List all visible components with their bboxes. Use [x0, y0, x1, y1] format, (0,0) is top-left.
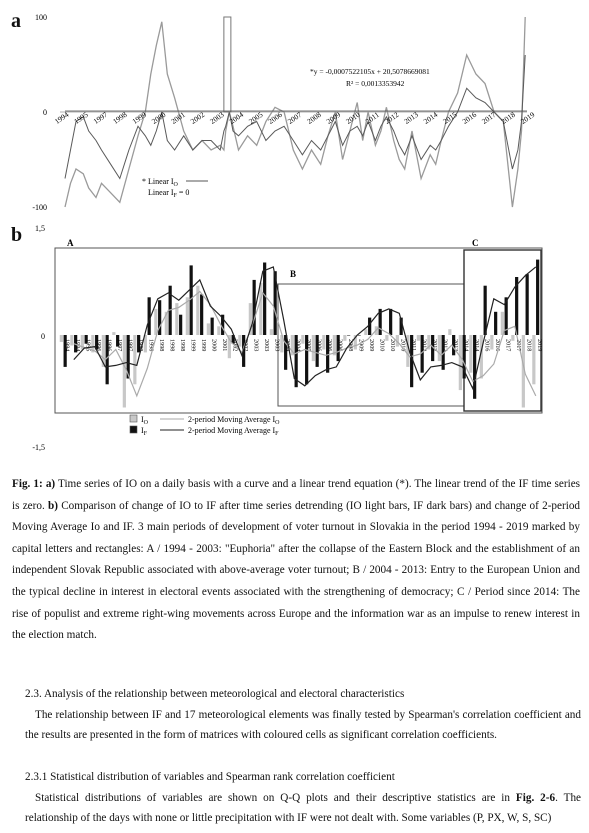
bar-io [238, 335, 241, 347]
x-tick-label: 2017 [480, 109, 498, 126]
x-tick-label: 2000 [149, 109, 168, 126]
bar-io [385, 335, 388, 341]
bar-io [511, 335, 514, 341]
bar-io [270, 329, 273, 335]
bar-io [417, 335, 420, 341]
panel-b-label: b [11, 224, 23, 246]
y-tick-label: 1,5 [35, 224, 45, 233]
category-label: 1998 [157, 339, 165, 352]
category-label: 2003 [273, 339, 281, 352]
x-tick-label: 2001 [169, 109, 187, 126]
bar-if [200, 294, 203, 335]
category-label: 2009 [357, 339, 365, 352]
bar-io [322, 335, 325, 350]
bar-if [179, 315, 182, 335]
category-label: 2006 [325, 339, 333, 352]
y-tick-label: -100 [32, 203, 47, 212]
bar-io [312, 335, 315, 361]
legend-entry: * Linear $I_O$ [142, 177, 178, 188]
x-tick-label: 2006 [266, 109, 284, 126]
figure-reference: Fig. 2-6 [515, 791, 556, 804]
x-tick-label: 2007 [285, 109, 304, 126]
x-tick-label: 2011 [363, 110, 381, 126]
bar-io [123, 335, 126, 408]
caption-b-text: Comparison of change of IO to IF after time series detrending (IO light bars, IF dark bars) and change of 2-period Moving Average Io and IF. 3 main periods of development of voter turnout in Slovakia in the period 1994 - 2019 marked by capital letters and rectangles: A / 1994 - 2003: "Euphoria" after the collapse of the Eastern Block and the establishment of an independent Slovak Republic associated with above-average voter turnout; B / 2004 - 2013: Entry to the European Union and the typical decline in interest in electoral events associated with the strengthening of democracy; C / Period since 2014: The rise of populist and extreme right-wing movements across Europe and the information war as an impulse to renew interest in the election match. [12, 499, 581, 642]
section-2-3-1-heading: 2.3.1 Statistical distribution of variables and Spearman rank correlation coefficient [25, 771, 395, 783]
category-label: 2010 [388, 339, 396, 352]
bar-io [133, 335, 136, 384]
legend-series-label: $I_O$ [141, 415, 149, 426]
category-label: 2008 [346, 339, 354, 352]
x-tick-label: 2002 [188, 109, 207, 126]
bar-io [459, 335, 462, 390]
category-label: 2009 [367, 339, 375, 352]
category-label: 2002 [231, 339, 239, 352]
x-tick-label: 2009 [324, 109, 343, 126]
category-label: 2012 [430, 339, 438, 352]
category-label: 2019 [535, 339, 543, 352]
bar-io [112, 332, 115, 335]
bar-if [389, 309, 392, 335]
x-tick-label: 1994 [52, 109, 71, 126]
category-label: 1994 [73, 339, 81, 352]
section-2-3-1-text-end: . The relationship of the days with none or little precipitation with IF were not dealt with. Some variables (P, PX, W, S, SC) [25, 791, 582, 824]
bar-if [536, 260, 539, 335]
section-2-3-heading: 2.3. Analysis of the relationship between meteorological and electoral characteristics [25, 688, 405, 700]
category-label: 2003 [262, 339, 270, 352]
legend-ma-label: 2-period Moving Average $I_F$ [188, 426, 279, 437]
category-label: 2014 [472, 339, 480, 352]
category-label: 2006 [315, 339, 323, 352]
category-label: 1998 [178, 339, 186, 352]
x-tick-label: 2015 [441, 109, 459, 126]
x-tick-label: 2014 [421, 109, 440, 126]
category-label: 1994 [63, 339, 71, 352]
period-label-c: C [472, 238, 479, 248]
trend-equation-label: *y = -0,0007522105x + 20,5078669081 [310, 67, 430, 76]
section-2-3-1 [25, 767, 581, 829]
bar-if [494, 312, 497, 335]
category-label: 2006 [336, 339, 344, 352]
bar-io [207, 323, 210, 335]
category-label: 2011 [409, 339, 417, 352]
section-2-3 [25, 684, 581, 746]
category-label: 1996 [105, 339, 113, 352]
x-tick-label: 1997 [91, 109, 110, 126]
category-label: 1999 [199, 339, 207, 352]
x-tick-label: 2008 [305, 109, 323, 126]
category-label: 1998 [136, 339, 144, 352]
moving-average-if-line [74, 267, 536, 389]
category-label: 2014 [462, 339, 470, 352]
x-tick-label: 2019 [518, 109, 537, 126]
x-tick-label: 2013 [402, 109, 420, 126]
y-tick-label: 100 [35, 13, 47, 22]
bar-if [347, 335, 350, 336]
x-tick-label: 1995 [72, 109, 90, 126]
bar-io [490, 335, 493, 350]
bar-io [301, 335, 304, 344]
section-2-3-1-text-start: Statistical distributions of variables are shown on Q-Q plots and their descriptive statistics are in [35, 791, 516, 804]
bar-io [259, 283, 262, 335]
y-tick-label: -1,5 [32, 443, 45, 452]
category-label: 2010 [378, 339, 386, 352]
bar-io [154, 309, 157, 335]
bar-if [526, 274, 529, 335]
category-label: 1995 [84, 339, 92, 352]
period-label-a: A [67, 238, 74, 248]
r-squared-label: R² = 0,0013353942 [346, 79, 405, 88]
legend-ma-label: 2-period Moving Average $I_O$ [188, 415, 280, 426]
x-tick-label: 2005 [247, 109, 265, 126]
bar-io [364, 329, 367, 335]
bar-io [469, 335, 472, 373]
bar-io [448, 329, 451, 335]
legend-swatch [130, 415, 137, 422]
caption-b-label: b) [48, 499, 58, 512]
section-2-3-1-text [25, 788, 581, 829]
category-label: 2003 [252, 339, 260, 352]
category-label: 2016 [493, 339, 501, 352]
y-tick-label: 0 [41, 332, 45, 341]
category-label: 2017 [514, 339, 522, 352]
category-label: 1998 [168, 339, 176, 352]
y-tick-label: 0 [43, 108, 47, 117]
category-label: 1997 [126, 339, 134, 352]
bar-io [343, 335, 346, 341]
x-tick-label: 1998 [111, 109, 129, 126]
x-tick-label: 2016 [460, 109, 479, 126]
category-label: 1998 [147, 339, 155, 352]
bar-if [263, 263, 266, 336]
caption-a-label: a) [45, 478, 56, 490]
category-label: 1996 [94, 339, 102, 352]
panel-a-label: a [11, 10, 21, 32]
caption-a-text: Time series of IO on a daily basis with a curve and a linear trend equation (*). The linear trend of the IF time series is zero. [12, 478, 581, 512]
plot-frame [55, 248, 542, 413]
bar-io [60, 335, 63, 342]
legend-series-label: $I_F$ [141, 426, 148, 437]
category-label: 1999 [189, 339, 197, 352]
category-label: 2012 [441, 339, 449, 352]
x-tick-label: 2018 [499, 109, 517, 126]
category-label: 2005 [304, 339, 312, 352]
bar-io [438, 335, 441, 361]
category-label: 2004 [283, 339, 291, 352]
category-label: 2000 [210, 339, 218, 352]
category-label: 2004 [294, 339, 302, 352]
category-label: 2001 [220, 339, 228, 352]
bar-if [211, 318, 214, 335]
x-tick-label: 1999 [130, 109, 148, 126]
period-label-b: B [290, 269, 297, 279]
category-label: 2016 [483, 339, 491, 352]
x-tick-label: 2003 [208, 109, 226, 126]
x-tick-label: 2010 [344, 109, 362, 126]
section-2-3-text: The relationship between IF and 17 meteorological elements was finally tested by Spearman's correlation coefficient and the results are presented in the form of matrices with coloured cells as significant correlation coefficients. [25, 708, 581, 741]
category-label: 2002 [241, 339, 249, 352]
x-tick-label: 2004 [227, 109, 246, 126]
bar-io [217, 326, 220, 335]
legend-swatch [130, 426, 137, 433]
category-label: 2018 [525, 339, 533, 352]
category-label: 1997 [115, 339, 123, 352]
bar-io [532, 335, 535, 384]
category-label: 2013 [451, 339, 459, 352]
legend-entry: Linear $I_F = 0$ [148, 188, 190, 199]
category-label: 2017 [504, 339, 512, 352]
category-label: 2010 [399, 339, 407, 352]
category-label: 2012 [420, 339, 428, 352]
x-tick-label: 2012 [382, 109, 401, 126]
figure-caption [12, 474, 580, 647]
caption-lead: Fig. 1: [12, 478, 43, 490]
bar-io [70, 335, 73, 345]
